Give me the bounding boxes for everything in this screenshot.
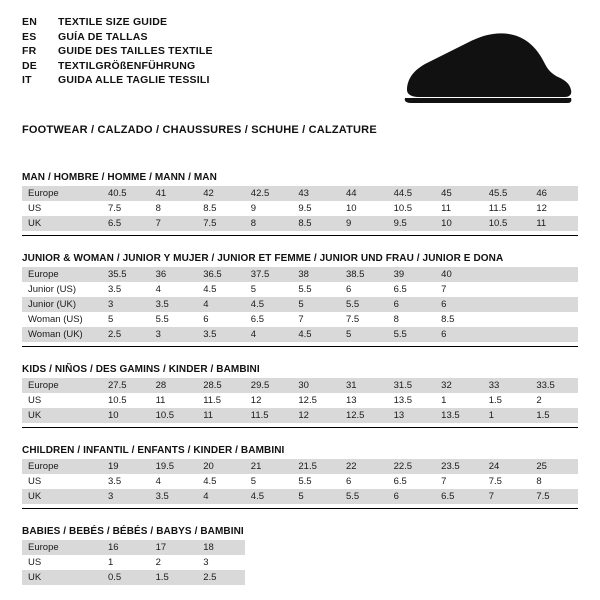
cell: 12 [250, 395, 262, 406]
cell: 1.5 [530, 408, 578, 423]
cell: 19 [102, 459, 150, 474]
row-label: Junior (US) [28, 284, 77, 295]
cell: 1 [108, 557, 114, 568]
cell: 10 [345, 203, 357, 214]
cell: 35.5 [102, 267, 150, 282]
cell: 12.5 [340, 408, 388, 423]
cell: 8 [155, 203, 161, 214]
cell [435, 570, 483, 585]
cell: 12 [536, 203, 547, 214]
cell: 21.5 [292, 459, 340, 474]
cell: 7.5 [197, 216, 245, 231]
cell: 5 [340, 327, 388, 342]
table-row [22, 408, 578, 423]
dress-shoe-icon [389, 32, 574, 110]
cell [483, 297, 531, 312]
cell: 2.5 [197, 570, 245, 585]
cell: 5.5 [340, 297, 388, 312]
section-title: KIDS / NIÑOS / DES GAMINS / KINDER / BAMBINI [22, 364, 260, 375]
cell [483, 282, 531, 297]
language-code: DE [22, 59, 37, 72]
cell: 11.5 [203, 395, 221, 406]
cell: 33 [483, 378, 531, 393]
cell: 11 [197, 408, 245, 423]
cell [530, 540, 578, 555]
cell [483, 327, 531, 342]
cell: 6 [388, 489, 436, 504]
cell: 30 [292, 378, 340, 393]
cell: 6 [345, 476, 352, 487]
language-row [22, 60, 213, 75]
cell: 10 [435, 216, 483, 231]
row-label: US [28, 203, 42, 214]
cell: 5.5 [340, 489, 388, 504]
cell: 4.5 [292, 327, 340, 342]
cell: 38.5 [340, 267, 388, 282]
language-title: GUÍA DE TALLAS [58, 30, 148, 43]
cell: 4.5 [203, 284, 217, 295]
table-row [22, 474, 578, 489]
cell: 22.5 [388, 459, 436, 474]
row-label: UK [22, 489, 102, 504]
row-label: Junior (UK) [22, 297, 102, 312]
language-row [22, 45, 213, 60]
language-title: TEXTILGRÖßENFÜHRUNG [58, 59, 196, 72]
cell: 6.5 [435, 489, 483, 504]
cell: 1.5 [488, 395, 502, 406]
size-table-babies [22, 540, 578, 585]
cell: 10.5 [150, 408, 198, 423]
category-line: FOOTWEAR / CALZADO / CHAUSSURES / SCHUHE / CALZATURE [22, 124, 377, 136]
cell: 1.5 [150, 570, 198, 585]
table-row [22, 201, 578, 216]
cell: 6 [435, 297, 483, 312]
cell: 38 [292, 267, 340, 282]
cell [530, 312, 578, 327]
language-code: FR [22, 45, 37, 57]
cell: 17 [150, 540, 198, 555]
cell: 6.5 [250, 314, 264, 325]
cell: 5 [292, 297, 340, 312]
table-row [22, 312, 578, 327]
language-row [22, 31, 213, 46]
cell: 42 [197, 186, 245, 201]
cell: 3 [150, 327, 198, 342]
cell: 42.5 [245, 186, 293, 201]
cell: 28 [150, 378, 198, 393]
cell: 16 [102, 540, 150, 555]
cell: 29.5 [245, 378, 293, 393]
row-label: Woman (US) [28, 314, 83, 325]
language-row [22, 74, 213, 89]
cell: 7 [483, 489, 531, 504]
cell: 8 [245, 216, 293, 231]
language-title: GUIDE DES TAILLES TEXTILE [58, 45, 213, 57]
language-title-list [22, 16, 213, 89]
cell [530, 297, 578, 312]
cell: 40.5 [102, 186, 150, 201]
section-divider [22, 346, 578, 347]
cell: 31 [340, 378, 388, 393]
cell: 11 [530, 216, 578, 231]
row-label: US [28, 476, 42, 487]
cell: 13.5 [393, 395, 413, 406]
cell: 4.5 [203, 476, 217, 487]
table-row [22, 378, 578, 393]
cell: 6 [345, 284, 352, 295]
cell: 40 [435, 267, 483, 282]
cell [245, 570, 293, 585]
cell [483, 312, 531, 327]
cell: 10.5 [393, 203, 413, 214]
cell: 8 [393, 314, 399, 325]
cell: 2 [536, 395, 542, 406]
section-title: MAN / HOMBRE / HOMME / MANN / MAN [22, 172, 217, 183]
cell: 6 [203, 314, 209, 325]
cell [530, 555, 578, 570]
cell: 31.5 [388, 378, 436, 393]
table-row [22, 327, 578, 342]
cell: 28.5 [197, 378, 245, 393]
cell: 5 [108, 314, 114, 325]
row-label: Europe [22, 459, 102, 474]
cell: 19.5 [150, 459, 198, 474]
cell: 12 [292, 408, 340, 423]
cell: 41 [150, 186, 198, 201]
cell: 32 [435, 378, 483, 393]
cell: 45.5 [483, 186, 531, 201]
table-row [22, 459, 578, 474]
cell: 9 [250, 203, 257, 214]
table-row [22, 570, 578, 585]
table-row [22, 297, 578, 312]
language-title: GUIDA ALLE TAGLIE TESSILI [58, 74, 210, 86]
cell: 21 [245, 459, 293, 474]
size-table-kids [22, 378, 578, 423]
table-row [22, 555, 578, 570]
cell [292, 570, 340, 585]
cell [530, 282, 578, 297]
cell: 7.5 [108, 203, 122, 214]
section-junior-woman [22, 253, 578, 347]
cell [388, 570, 436, 585]
cell: 44.5 [388, 186, 436, 201]
cell: 9 [340, 216, 388, 231]
cell: 5.5 [155, 314, 169, 325]
cell: 10.5 [483, 216, 531, 231]
cell: 46 [530, 186, 578, 201]
cell [530, 267, 578, 282]
cell: 6 [388, 297, 436, 312]
cell [483, 540, 531, 555]
table-row [22, 186, 578, 201]
cell [245, 540, 293, 555]
cell: 1 [483, 408, 531, 423]
cell: 7.5 [488, 476, 502, 487]
cell: 8.5 [441, 314, 455, 325]
cell: 3 [102, 489, 150, 504]
cell: 5.5 [388, 327, 436, 342]
cell [435, 540, 483, 555]
language-title: TEXTILE SIZE GUIDE [58, 16, 168, 28]
cell [530, 327, 578, 342]
cell: 5.5 [298, 476, 312, 487]
table-row [22, 216, 578, 231]
cell: 11.5 [488, 203, 507, 214]
cell: 11 [441, 203, 452, 214]
cell: 22 [340, 459, 388, 474]
cell [340, 555, 388, 570]
cell: 2 [155, 557, 161, 568]
section-title: BABIES / BEBÉS / BÉBÉS / BABYS / BAMBINI [22, 526, 244, 537]
section-kids [22, 364, 578, 428]
language-code: ES [22, 30, 37, 43]
cell: 4 [197, 297, 245, 312]
cell: 11 [155, 395, 166, 406]
cell: 8 [536, 476, 542, 487]
cell: 8.5 [203, 203, 217, 214]
cell [340, 540, 388, 555]
cell: 20 [197, 459, 245, 474]
cell [483, 555, 531, 570]
size-table-man [22, 186, 578, 231]
header [22, 16, 578, 110]
row-label: Europe [22, 378, 102, 393]
cell [340, 570, 388, 585]
size-table-junior-woman [22, 267, 578, 342]
cell: 5 [250, 284, 257, 295]
cell [483, 267, 531, 282]
section-title: CHILDREN / INFANTIL / ENFANTS / KINDER / BAMBINI [22, 445, 285, 456]
cell: 37.5 [245, 267, 293, 282]
cell: 10 [102, 408, 150, 423]
table-row [22, 393, 578, 408]
row-label: Europe [22, 267, 102, 282]
cell: 9.5 [298, 203, 312, 214]
cell: 44 [340, 186, 388, 201]
cell: 10.5 [108, 395, 127, 406]
cell: 43 [292, 186, 340, 201]
row-label: UK [22, 408, 102, 423]
size-table-children [22, 459, 578, 504]
cell: 27.5 [102, 378, 150, 393]
cell [292, 540, 340, 555]
section-man [22, 172, 578, 236]
cell: 13 [388, 408, 436, 423]
row-label: Woman (UK) [22, 327, 102, 342]
cell: 4.5 [245, 297, 293, 312]
cell: 4 [155, 284, 161, 295]
cell: 7 [298, 314, 304, 325]
language-code: EN [22, 16, 37, 28]
cell: 7 [150, 216, 198, 231]
cell [435, 555, 483, 570]
row-label: UK [22, 570, 102, 585]
cell: 25 [530, 459, 578, 474]
cell: 8.5 [292, 216, 340, 231]
cell: 13.5 [435, 408, 483, 423]
cell: 4 [197, 489, 245, 504]
cell: 5 [250, 476, 257, 487]
cell: 39 [388, 267, 436, 282]
section-divider [22, 235, 578, 236]
cell: 13 [345, 395, 357, 406]
cell [388, 555, 436, 570]
section-title: JUNIOR & WOMAN / JUNIOR Y MUJER / JUNIOR ET FEMME / JUNIOR UND FRAU / JUNIOR E DONA [22, 253, 504, 264]
section-divider [22, 508, 578, 509]
cell: 3 [203, 557, 209, 568]
cell: 3.5 [150, 489, 198, 504]
cell: 45 [435, 186, 483, 201]
cell: 7.5 [530, 489, 578, 504]
table-row [22, 282, 578, 297]
cell: 18 [197, 540, 245, 555]
cell: 4.5 [245, 489, 293, 504]
section-divider [22, 427, 578, 428]
row-label: Europe [22, 186, 102, 201]
cell: 6.5 [102, 216, 150, 231]
cell: 7 [441, 284, 447, 295]
cell: 5 [292, 489, 340, 504]
cell: 6 [435, 327, 483, 342]
cell: 3 [102, 297, 150, 312]
cell: 4 [245, 327, 293, 342]
table-row [22, 540, 578, 555]
section-babies [22, 526, 578, 585]
cell: 11.5 [245, 408, 293, 423]
cell: 5.5 [298, 284, 312, 295]
row-label: US [28, 395, 42, 406]
cell: 24 [483, 459, 531, 474]
cell: 3.5 [108, 284, 122, 295]
cell: 4 [155, 476, 161, 487]
section-children [22, 445, 578, 509]
cell: 2.5 [102, 327, 150, 342]
cell: 9.5 [388, 216, 436, 231]
language-code: IT [22, 74, 32, 86]
cell [245, 555, 293, 570]
cell: 1 [441, 395, 447, 406]
language-row [22, 16, 213, 31]
cell: 33.5 [530, 378, 578, 393]
cell: 3.5 [108, 476, 122, 487]
cell: 3.5 [197, 327, 245, 342]
row-label: US [28, 557, 42, 568]
cell: 3.5 [150, 297, 198, 312]
cell: 6.5 [393, 476, 407, 487]
cell: 36.5 [197, 267, 245, 282]
table-row [22, 267, 578, 282]
cell: 7.5 [345, 314, 360, 325]
table-row [22, 489, 578, 504]
cell: 12.5 [298, 395, 317, 406]
cell: 6.5 [393, 284, 407, 295]
row-label: UK [22, 216, 102, 231]
cell: 36 [150, 267, 198, 282]
row-label: Europe [22, 540, 102, 555]
cell [388, 540, 436, 555]
cell [292, 555, 340, 570]
cell [530, 570, 578, 585]
cell: 0.5 [102, 570, 150, 585]
cell [483, 570, 531, 585]
cell: 7 [441, 476, 447, 487]
cell: 23.5 [435, 459, 483, 474]
